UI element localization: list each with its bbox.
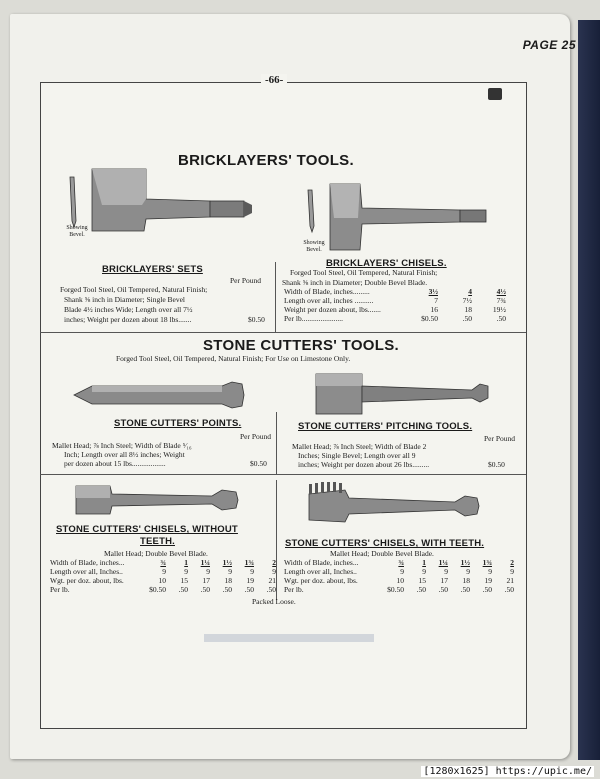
chisels-without-teeth-title-line2: TEETH. [140, 536, 175, 547]
chisels-with-teeth-title: STONE CUTTERS' CHISELS, WITH TEETH. [285, 538, 485, 549]
showing-bevel-caption-right: Showing Bevel. [303, 240, 325, 253]
cell: 21 [268, 576, 276, 585]
table-row [48, 576, 278, 585]
pitching-tool-illustration [312, 370, 492, 420]
cell: 17 [202, 576, 210, 585]
plate-number: -66- [261, 74, 287, 86]
bricklayers-set-illustration [62, 165, 262, 245]
cell: .50 [504, 585, 514, 594]
cell: 9 [488, 567, 492, 576]
stone-cutters-heading: STONE CUTTERS' TOOLS. [203, 337, 399, 354]
table-row [282, 314, 508, 323]
table-row [282, 287, 508, 296]
cell: 2 [510, 558, 514, 567]
cell: .50 [496, 314, 506, 323]
page-label: PAGE 25 [522, 38, 576, 52]
stone-points-per-pound: Per Pound [240, 432, 272, 441]
cell: 9 [162, 567, 166, 576]
bricklayers-chisels-table [282, 287, 508, 323]
cell: 18 [462, 576, 470, 585]
cell: 19 [484, 576, 492, 585]
cell: 7¾ [496, 296, 506, 305]
cell: .50 [460, 585, 470, 594]
stone-points-price: $0.50 [250, 459, 267, 468]
cell: 1 [184, 558, 188, 567]
table-row [282, 585, 516, 594]
cell: 9 [250, 567, 254, 576]
stone-point-illustration [72, 378, 247, 412]
stone-points-line2: Inch; Length over all 8½ inches; Weight [64, 450, 185, 459]
table-row [282, 305, 508, 314]
cell: ¾ [160, 558, 166, 567]
row-label: Length over all, inches .......... [284, 296, 374, 305]
bricklayers-sets-price: $0.50 [248, 315, 265, 324]
table-row [282, 296, 508, 305]
chisel-without-teeth-illustration [72, 480, 242, 520]
cell: 1¾ [482, 558, 492, 567]
bricklayers-chisels-title: BRICKLAYERS' CHISELS. [326, 258, 447, 269]
cell: ¾ [398, 558, 404, 567]
cell: 9 [510, 567, 514, 576]
cell: 9 [206, 567, 210, 576]
cell: 16 [430, 305, 438, 314]
cell: 21 [506, 576, 514, 585]
table-row [48, 558, 278, 567]
cell: 1¾ [244, 558, 254, 567]
divider-vertical-bottom [276, 480, 277, 600]
stone-points-line3: per dozen about 15 lbs.................. [64, 459, 166, 468]
cell: .50 [438, 585, 448, 594]
cell: .50 [178, 585, 188, 594]
bricklayers-sets-line2: Shank ⅝ inch in Diameter; Single Bevel [64, 295, 186, 304]
cell: 1½ [222, 558, 232, 567]
cell: 1¼ [438, 558, 448, 567]
pitching-tools-line1: Mallet Head; ⅞ Inch Steel; Width of Blade 2 [292, 442, 427, 451]
cell: 10 [396, 576, 404, 585]
cell: 17 [440, 576, 448, 585]
cell: $0.50 [149, 585, 166, 594]
cell: $0.50 [387, 585, 404, 594]
cell: 1 [422, 558, 426, 567]
bricklayers-chisels-line1: Forged Tool Steel, Oil Tempered, Natural Finish; [290, 268, 438, 277]
table-row [282, 558, 516, 567]
stone-points-title: STONE CUTTERS' POINTS. [114, 418, 242, 429]
cell: 9 [444, 567, 448, 576]
cell: 9 [272, 567, 276, 576]
row-label: Wgt. per doz. about, lbs. [284, 576, 358, 585]
chisels-with-teeth-table [282, 558, 516, 594]
cell: 7½ [462, 296, 472, 305]
cell: .50 [222, 585, 232, 594]
cell: 1½ [460, 558, 470, 567]
table-row [282, 567, 516, 576]
cell: 9 [466, 567, 470, 576]
bricklayers-sets-line3: Blade 4½ inches Wide; Length over all 7½ [64, 305, 193, 314]
cell: 19 [246, 576, 254, 585]
bricklayers-sets-line4: inches; Weight per dozen about 18 lbs....... [64, 315, 192, 324]
chisels-without-teeth-subtitle: Mallet Head; Double Bevel Blade. [104, 549, 208, 558]
row-label: Wgt. per doz. about, lbs. [50, 576, 124, 585]
stone-cutters-subtitle: Forged Tool Steel, Oil Tempered, Natural Finish; For Use on Limestone Only. [116, 354, 351, 363]
table-row [282, 576, 516, 585]
chisels-without-teeth-title-line1: STONE CUTTERS' CHISELS, WITHOUT [56, 524, 238, 535]
cell: .50 [244, 585, 254, 594]
cell: 9 [422, 567, 426, 576]
cell: 9 [184, 567, 188, 576]
bricklayers-sets-per-pound: Per Pound [230, 276, 262, 285]
row-label: Per lb. [284, 585, 304, 594]
pitching-tools-per-pound: Per Pound [484, 434, 516, 443]
cell: 18 [464, 305, 472, 314]
cell: 9 [400, 567, 404, 576]
pitching-tools-line3: inches; Weight per dozen about 26 lbs......... [298, 460, 430, 469]
cell: .50 [416, 585, 426, 594]
cell: $0.50 [421, 314, 438, 323]
cell: 15 [180, 576, 188, 585]
section-divider-2 [40, 474, 526, 475]
showing-bevel-caption-left: Showing Bevel. [66, 225, 88, 238]
cell: 4½ [496, 287, 506, 296]
chisels-with-teeth-subtitle: Mallet Head; Double Bevel Blade. [330, 549, 434, 558]
cell: .50 [266, 585, 276, 594]
cell: .50 [482, 585, 492, 594]
watermark: [1280x1625] https://upic.me/ [423, 766, 592, 777]
row-label: Per lb...................... [284, 314, 343, 323]
bricklayers-heading: BRICKLAYERS' TOOLS. [178, 152, 354, 169]
chisel-with-teeth-illustration [305, 480, 485, 528]
row-label: Width of Blade, inches... [284, 558, 359, 567]
row-label: Length over all, Inches.. [50, 567, 123, 576]
book-cover-spine [578, 20, 600, 760]
cell: 1¼ [200, 558, 210, 567]
bricklayers-sets-title: BRICKLAYERS' SETS [102, 264, 203, 275]
cell: .50 [462, 314, 472, 323]
table-row [48, 585, 278, 594]
ghost-tool-illustration [200, 628, 380, 648]
cell: 9 [228, 567, 232, 576]
pitching-tools-line2: Inches; Single Bevel; Length over all 9 [298, 451, 416, 460]
stone-points-line1: Mallet Head; ⅞ Inch Steel; Width of Blade ⁵⁄₁₆ [52, 441, 192, 450]
pitching-tools-title: STONE CUTTERS' PITCHING TOOLS. [298, 421, 473, 432]
packed-loose-note: Packed Loose. [252, 597, 296, 606]
cell: 4 [468, 287, 472, 296]
divider-vertical-top [275, 262, 276, 332]
row-label: Width of Blade, inches... [50, 558, 125, 567]
divider-vertical-mid [276, 412, 277, 474]
row-label: Length over all, Inches.. [284, 567, 357, 576]
cell: 18 [224, 576, 232, 585]
table-row [48, 567, 278, 576]
pitching-tools-price: $0.50 [488, 460, 505, 469]
cell: 3½ [428, 287, 438, 296]
cell: 7 [434, 296, 438, 305]
brand-logo-icon [488, 88, 502, 100]
row-label: Per lb. [50, 585, 70, 594]
row-label: Weight per dozen about, lbs....... [284, 305, 381, 314]
section-divider [40, 332, 526, 333]
chisels-without-teeth-table [48, 558, 278, 594]
bricklayers-chisels-line2: Shank ⅝ inch in Diameter; Double Bevel Blade. [282, 278, 428, 287]
cell: 10 [158, 576, 166, 585]
bricklayers-sets-line1: Forged Tool Steel, Oil Tempered, Natural Finish; [60, 285, 208, 294]
cell: .50 [200, 585, 210, 594]
cell: 15 [418, 576, 426, 585]
cell: 2 [272, 558, 276, 567]
cell: 19½ [492, 305, 506, 314]
row-label: Width of Blade, inches......... [284, 287, 370, 296]
